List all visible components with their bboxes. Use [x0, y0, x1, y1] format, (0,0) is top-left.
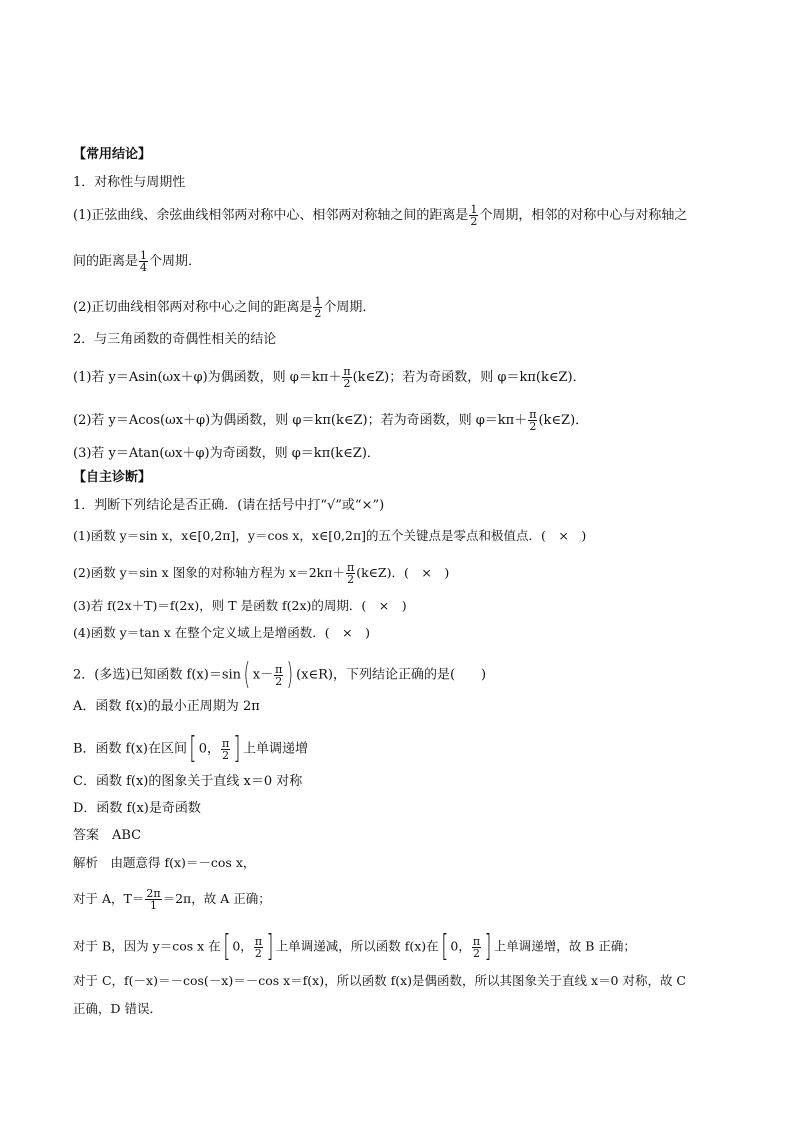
- denominator: 2: [529, 420, 537, 433]
- numerator: 2π: [146, 887, 161, 900]
- numerator: 1: [140, 249, 148, 262]
- text: 间的距离是: [73, 254, 139, 269]
- text: 个周期．: [149, 254, 202, 269]
- numerator: π: [529, 408, 537, 421]
- denominator: 2: [472, 946, 480, 960]
- text: (1)若 y＝Asin(ωx＋φ)为偶函数，则 φ＝kπ＋: [73, 370, 342, 385]
- q1-statement-4: (4)函数 y＝tan x 在整个定义域上是增函数．( × ): [73, 625, 370, 640]
- left-bracket-glyph: [: [222, 929, 231, 964]
- item1-para1: [73, 204, 687, 227]
- fraction: [221, 738, 230, 761]
- denominator: 2: [275, 674, 283, 688]
- text: (1)正弦曲线、余弦曲线相邻两对称中心、相邻两对称轴之间的距离是: [73, 208, 469, 223]
- q2-option-b: [73, 731, 308, 766]
- numerator: 1: [314, 295, 322, 308]
- text: 0，: [198, 741, 220, 757]
- section-heading-self-diagnosis: 【自主诊断】: [73, 470, 152, 485]
- q2-title: [73, 657, 487, 692]
- q2-answer: 答案 ABC: [73, 828, 142, 843]
- text: 0，: [232, 938, 253, 954]
- q2-analysis: 解析 由题意得 f(x)＝－cos x，: [73, 855, 256, 870]
- text: 个周期．: [323, 300, 376, 315]
- section-heading-common-conclusions: 【常用结论】: [73, 147, 152, 162]
- q2-option-d: D．函数 f(x)是奇函数: [73, 801, 201, 816]
- right-bracket-glyph: ]: [484, 929, 492, 964]
- fraction: [254, 936, 263, 959]
- q2-analysis-c: 对于 C，f(－x)＝－cos(－x)＝－cos x＝f(x)，所以函数 f(x)是偶函数，所以其图象关于直线 x＝0 对称，故 C: [73, 973, 686, 988]
- numerator: π: [254, 934, 263, 948]
- text: 2．(多选)已知函数 f(x)＝sin: [73, 667, 242, 683]
- q2-option-a: A．函数 f(x)的最小正周期为 2π: [73, 699, 260, 714]
- text: 个周期，相邻的对称中心与对称轴之: [479, 208, 688, 223]
- q2-option-c: C．函数 f(x)的图象关于直线 x＝0 对称: [73, 774, 303, 789]
- denominator: 1: [149, 899, 157, 912]
- fraction: [145, 888, 161, 911]
- item2-title: 2．与三角函数的奇偶性相关的结论: [73, 332, 277, 347]
- left-bracket-glyph: [: [441, 929, 449, 964]
- denominator: 2: [222, 748, 230, 762]
- item2-para1: [73, 366, 586, 389]
- fraction: [346, 562, 355, 585]
- text: (2)函数 y＝sin x 图象的对称轴方程为 x＝2kπ＋: [73, 565, 345, 580]
- item1-para1-cont: [73, 250, 201, 273]
- denominator: 2: [314, 307, 322, 320]
- text: x－: [252, 667, 274, 683]
- q1-title: 1．判断下列结论是否正确．(请在括号中打“√”或“×”): [73, 498, 385, 513]
- item1-para2: [73, 296, 375, 319]
- text: ＝2π，故 A 正确；: [162, 891, 271, 906]
- fraction: [139, 250, 148, 273]
- text: 对于 B，因为 y＝cos x 在: [73, 938, 221, 954]
- numerator: π: [346, 561, 355, 574]
- left-paren-glyph: (: [243, 657, 251, 692]
- numerator: π: [275, 662, 283, 676]
- denominator: 2: [343, 377, 351, 390]
- fraction: [274, 664, 283, 687]
- left-bracket-glyph: [: [189, 731, 197, 766]
- fraction: [469, 204, 478, 227]
- numerator: π: [343, 365, 351, 378]
- numerator: 1: [470, 203, 478, 216]
- text: 对于 A，T＝: [73, 891, 145, 906]
- q1-statement-2: [73, 562, 449, 585]
- text: (2)若 y＝Acos(ωx＋φ)为偶函数，则 φ＝kπ(k∈Z)；若为奇函数，则 φ＝kπ＋: [73, 413, 528, 428]
- text: (k∈Z)．: [538, 413, 589, 428]
- q2-analysis-b: [73, 929, 636, 964]
- text: (x∈R)，下列结论正确的是( ): [296, 667, 487, 683]
- text: (k∈Z)；若为奇函数，则 φ＝kπ(k∈Z)．: [352, 370, 586, 385]
- fraction: [472, 936, 481, 959]
- denominator: 2: [470, 215, 478, 228]
- text: B．函数 f(x)在区间: [73, 741, 187, 757]
- right-bracket-glyph: ]: [266, 929, 274, 964]
- text: 0，: [450, 938, 471, 954]
- text: 上单调递减，所以函数 f(x)在: [275, 938, 439, 954]
- q1-statement-1: (1)函数 y＝sin x，x∈[0,2π]，y＝cos x，x∈[0,2π]的五个关键点是零点和极值点．( × ): [73, 528, 587, 543]
- fraction: [313, 296, 322, 319]
- q2-analysis-c-cont: 正确，D 错误．: [73, 1001, 162, 1016]
- numerator: π: [472, 934, 481, 948]
- text: (2)正切曲线相邻两对称中心之间的距离是: [73, 300, 313, 315]
- right-paren-glyph: ): [286, 657, 294, 692]
- text: 上单调递增，故 B 正确；: [493, 938, 636, 954]
- text: (k∈Z)．( × ): [356, 565, 450, 580]
- item1-title: 1．对称性与周期性: [73, 175, 186, 190]
- numerator: π: [221, 736, 230, 750]
- denominator: 2: [347, 573, 355, 586]
- right-bracket-glyph: ]: [233, 731, 241, 766]
- denominator: 2: [254, 946, 262, 960]
- fraction: [342, 366, 351, 389]
- item2-para3: (3)若 y＝Atan(ωx＋φ)为奇函数，则 φ＝kπ(k∈Z)．: [73, 446, 380, 461]
- denominator: 4: [140, 261, 148, 274]
- item2-para2: [73, 409, 588, 432]
- q2-analysis-a: [73, 888, 271, 911]
- text: 上单调递增: [242, 741, 308, 757]
- q1-statement-3: (3)若 f(2x＋T)＝f(2x)，则 T 是函数 f(2x)的周期．( × ): [73, 598, 407, 613]
- fraction: [528, 409, 537, 432]
